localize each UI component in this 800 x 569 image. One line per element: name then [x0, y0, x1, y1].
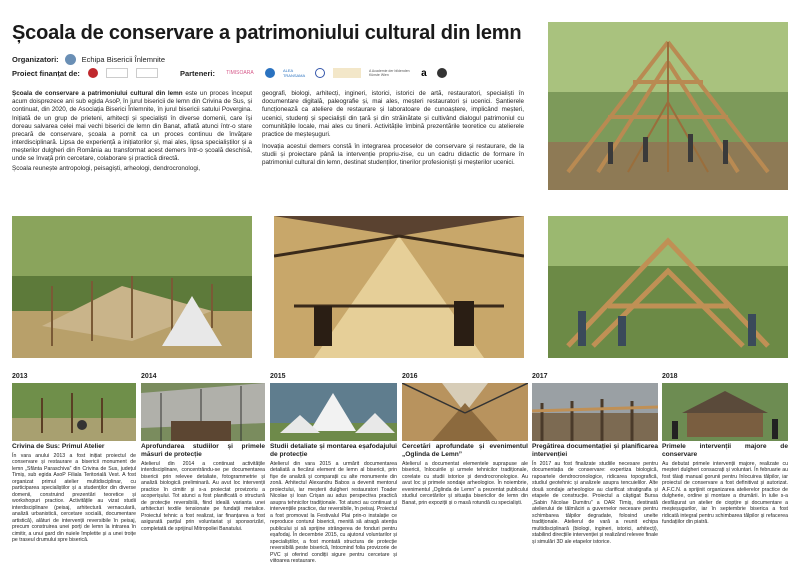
organizers-label: Organizatori:: [12, 55, 59, 64]
partner-logo-a: a: [421, 67, 427, 79]
intro-paragraph: geografi, biologi, arhitecți, ingineri, istorici, istorici de artă, restauratori, specialiști în documentare digitală, paleografie și, mai ales, meșteri restauratori și ucenici. Șantierele funcționează ca ateliere de restaurare și laboratoare de cunoaștere, implicând meșteri, ucenici, studenți și specialiști din țară și din străinătate și cultivând dialogul patrimoniul cu comunitățile locale, mai ales cu tinerii. Activitățile îmbină prezentările teoretice cu atelierele practice de meșteșuguri.: [262, 90, 524, 138]
intro-paragraph: Școala reunește antropologi, peisagiști, arheologi, dendrocronologi,: [12, 165, 200, 173]
timeline-heading: Aprofundarea studiilor și primele măsuri de protecție: [141, 443, 265, 458]
timeline-text: În vara anului 2013 a fost inițiat proiectul de conservare și restaurare a bisericii monument de lemn „Sfânta Paraschiva” din Crivina de Sus, județul Timiș, sub egida AsoP Filiala Teritorială Vest. A fost organizat primul atelier multidisciplinar, cu participarea specialiștilor și a studenților din diverse domenii, construind prezentări teoretice și workshopuri practice. Activitățile au vizat studii interdisciplinare (peisaj, arhitectură vernaculară, analiză urbanistică, cercetare socială, documentare artistică), alături de intervenții reversibile în peisaj, precum construirea unei porți de lemn la intrarea în cimitir, a unui gard din nuiele împletite și a unei troițe pe traseul drumului spre biserică.: [12, 452, 136, 544]
timeline-item: [402, 383, 528, 506]
photo-roof-frame: [548, 22, 788, 190]
timeline-photo: [402, 383, 528, 441]
timeline-item: [532, 383, 658, 545]
funder-logo-icon: [106, 68, 128, 78]
timeline-text: Atelierul din vara 2015 a urmărit documentarea detaliată a fiecărui element de lemn al bisericii, prin fișe de analiză și comparații cu alte monumente din zonă. Arhitectul Alexandru Babos a devenit mentorul proiectului, iar meșterii dulgheri restauratori Toader Nicolae și Ioan Crișan au adus perspectiva practică asupra tehnicilor tradiționale. Tot atunci au continuat și intervențiile practice, dar reversibile, în peisaj. Proiectul a fost promovat la Festivalul Plai prin-o instalație ce reproduce conturul bisericii, menită să atragă atenția publicului și să sprijine strângerea de fonduri pentru eșafodaj. În decembrie 2015, cu ajutorul voluntarilor și specialiștilor, a fost montată structura de protecție reversibilă peste biserică, întocmind folia provizorie de PVC și oferind condiții sigure pentru cercetare și viitoarea restaurare.: [270, 460, 397, 565]
timeline-photo: [662, 383, 788, 441]
timeline-text: Atelierul din 2014 a continuat activitățile interdisciplinare, concentrându-se pe documentarea bisericii prin relevee detaliate, fotogrammetrie și analiză biologică preliminară. Au avut loc intervenții practice în cimitir și s-a proiectat provizoriu a acoperișului. Tot atunci a fost planificată o structură de protecție reversibilă, fiind ideală varianta unei arhitecturi textile tensionate pe fundații metalice. Proiectul tehnic a fost realizat, iar finanțarea a fost asigurată parțial prin voluntariat și sponsorizări, completată de sprijinul Mitropoliei Banatului.: [141, 460, 265, 532]
funding-label: Proiect finanțat de:: [12, 68, 80, 78]
timeline-text: Au debutat primele intervenții majore, realizate cu meșteri dulgheri consacrați și voluntari. În februarie au fost tăiați manual gorunii pentru înlocuirea tălpilor, iar proiectul de conservare a fost definitivat și autorizat. A.F.C.N. a sprijinit organizarea atelierelor practice de dulgherie, ordine și montare a drumării. În iulie s-a desfășurat un atelier de ciopțire și documentare a meșteșugurilor, iar în septembrie biserica a fost ridicată integral pentru schimbarea tălpilor și refacerea fundațiilor din piatră.: [662, 460, 788, 526]
page-title: Școala de conservare a patrimoniului cultural din lemn: [12, 22, 522, 44]
funder-logo-icon: [88, 68, 98, 78]
timeline-heading: Cercetări aprofundate și evenimentul „Oglinda de Lemn”: [402, 443, 528, 458]
photo-tents: [12, 216, 252, 358]
intro-paragraph: Inovația acestui demers constă în integrarea proceselor de conservare și restaurare, de la studii și proiectare până la intervenție propriu-zise, cu un cadru didactic de formare în patrimoniul cultural din lemn, destinat studenților, tinerilor profesioniști și meșterilor ucenici.: [262, 143, 524, 167]
timeline-photo: [532, 383, 658, 441]
partners-label: Parteneri:: [179, 68, 215, 78]
partner-logo-timisoara: TIMISOARA: [226, 70, 254, 76]
funder-logo-icon: [136, 68, 158, 78]
partner-logo-icon: [315, 68, 325, 78]
timeline-item: [662, 383, 788, 526]
photo-tent-interior: [274, 216, 524, 358]
timeline-heading: Studii detaliate și montarea eșafodajului de protecție: [270, 443, 397, 458]
partner-logo-icon: [265, 68, 275, 78]
timeline-year: 2018: [662, 373, 678, 380]
organizers: [12, 54, 165, 65]
timeline-item: [12, 383, 136, 544]
timeline-item: [141, 383, 265, 532]
timeline-item: [270, 383, 397, 565]
organizer-name: Echipa Bisericii Înlemnite: [81, 55, 166, 64]
funding-row: [12, 68, 532, 78]
timeline-photo: [270, 383, 397, 441]
photo-truss-workers: [548, 216, 788, 358]
organizer-logo-icon: [65, 54, 76, 65]
timeline-heading: Crivina de Sus: Primul Atelier: [12, 443, 105, 450]
partner-logo-icon: [333, 68, 361, 78]
timeline-year: 2016: [402, 373, 418, 380]
intro-left: [12, 90, 252, 175]
timeline-text: Atelierul a documentat elementele suprapuse ale bisericii, înlocuirile și urmele tehnicilor tradiționale, corelate cu studii istorice și dendrocronologice. Au avut loc și primele sondaje arheologice. În noiembrie, evenimentul „Oglinda de Lemn” a prezentat publicului studiul cercetărilor și situația bisericilor de lemn din Banat, prin expoziții și o masă rotundă cu specialiști.: [402, 460, 528, 506]
partner-logo-icon: [437, 68, 447, 78]
intro-right: [262, 90, 524, 172]
partner-logo-alea: ALEA TRANSAMA: [282, 68, 306, 78]
timeline-photo: [141, 383, 265, 441]
timeline-year: 2013: [12, 373, 28, 380]
partner-logo-academy: A Academie der bildenden Künste Wien: [368, 69, 410, 77]
timeline-year: 2015: [270, 373, 286, 380]
intro-paragraph: Școala de conservare a patrimoniului cultural din lemn este un proces început acum doisprezece ani sub egida AsoP, în jurul bisericii de lemn din Crivina de Sus, și continuat, din 2020, de Asociația Biserici Înlemnite, în jurul bisericii satului Povergina. Inițiată de un grup de prieteni, arhitecți și specialiști în diverse domenii, care își doreau salvarea celei mai vechi biserici de lemn din Banat, aflată atunci într-o stare precară de conservare, școala a pornit ca un proces continuu de învățare interdisciplinară. Lipsa de experiență a inițiatorilor și, mai ales, lipsa specialiștilor și a meșterilor dulgheri din România au transformat acest demers într-o școală deschisă, unde se învață prin cercetare, colaborare și practică directă.: [12, 90, 252, 163]
timeline-heading: Pregătirea documentației și planificarea intervenției: [532, 443, 658, 458]
timeline-heading: Primele intervenții majore de conservare: [662, 443, 788, 458]
timeline-year: 2017: [532, 373, 548, 380]
timeline-year: 2014: [141, 373, 157, 380]
timeline-photo: [12, 383, 136, 441]
timeline-text: În 2017 au fost finalizate studiile necesare pentru documentația de conservare: expertiza biologică, rapoartele dendrocronologice, ridicarea topografică, studiul geotehnic și analizele asupra tencuielilor. Alte două sondaje arheologice au clarificat stratigrafia și etapele de construcție. Proiectul a câștigat Bursa „Sabin Nicolae Dumitru” a OAR Timiș, destinată atelierului de tâlmăciri a guvernelor necesare pentru schimbarea tâlpilor degradate, folosind unelte tradiționale. Atelierul de vară a reunit echipa multidisciplinară (biologi, ingineri, istorici, arhitecți), stabilind direcțiile intervenției și realizând relevee finale și simulări 3D ale etapelor istorice.: [532, 460, 659, 545]
